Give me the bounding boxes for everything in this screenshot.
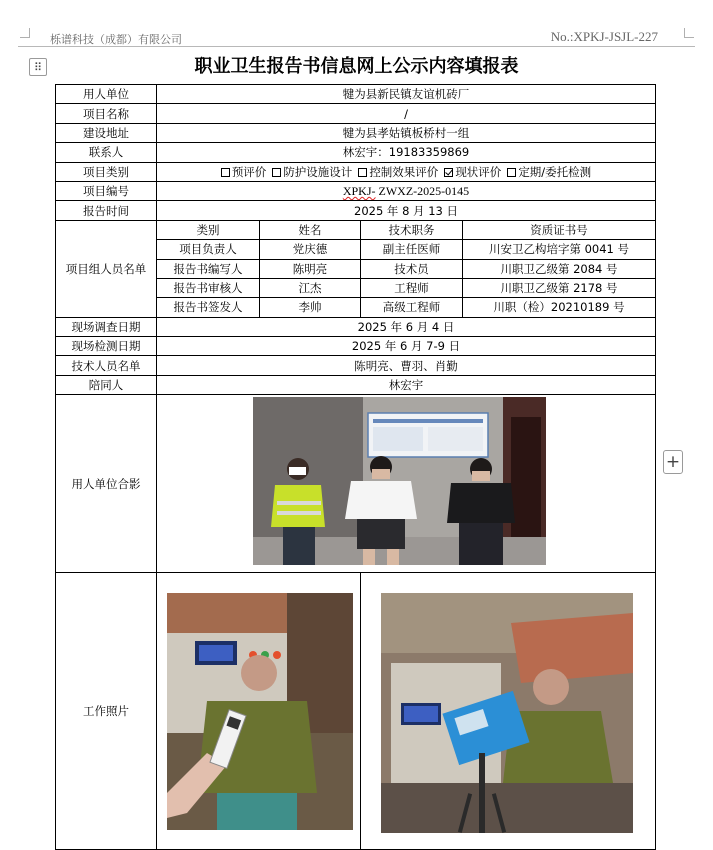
work-photo-1[interactable] bbox=[167, 593, 353, 830]
header-doc-number: No.:XPKJ-JSJL-227 bbox=[550, 29, 658, 44]
project-no-prefix: XPKJ- bbox=[342, 184, 376, 199]
team-name[interactable]: 党庆德 bbox=[260, 240, 361, 259]
header-rule bbox=[18, 46, 695, 47]
team-cert[interactable]: 川职卫乙级第 2178 号 bbox=[463, 278, 656, 297]
label-report-time: 报告时间 bbox=[56, 201, 157, 220]
team-role[interactable]: 报告书编写人 bbox=[157, 259, 260, 278]
label-group-photo: 用人单位合影 bbox=[56, 395, 157, 573]
team-header-category: 类别 bbox=[157, 220, 260, 239]
value-companion[interactable]: 林宏宇 bbox=[157, 375, 656, 394]
team-header-title: 技术职务 bbox=[361, 220, 463, 239]
label-technicians: 技术人员名单 bbox=[56, 356, 157, 375]
team-title[interactable]: 高级工程师 bbox=[361, 298, 463, 317]
value-technicians[interactable]: 陈明亮、曹羽、肖勤 bbox=[157, 356, 656, 375]
form-title: 职业卫生报告书信息网上公示内容填报表 bbox=[194, 56, 519, 77]
team-header-cert: 资质证书号 bbox=[463, 220, 656, 239]
row-category bbox=[56, 162, 656, 181]
row-address bbox=[56, 123, 656, 142]
row-contact bbox=[56, 143, 656, 162]
option-status-evaluation[interactable]: 现状评价 bbox=[444, 165, 501, 179]
label-team: 项目组人员名单 bbox=[56, 220, 157, 317]
value-test-date[interactable]: 2025 年 6 月 7-9 日 bbox=[157, 337, 656, 356]
label-address: 建设地址 bbox=[56, 123, 157, 142]
option-periodic-testing[interactable]: 定期/委托检测 bbox=[507, 165, 591, 179]
team-cert[interactable]: 川职（检）20210189 号 bbox=[463, 298, 656, 317]
group-photo-image bbox=[253, 397, 546, 565]
checkbox-periodic-testing[interactable] bbox=[507, 168, 516, 177]
option-control-effect[interactable]: 控制效果评价 bbox=[358, 165, 438, 179]
label-category: 项目类别 bbox=[56, 162, 157, 181]
team-cert[interactable]: 川安卫乙构培字第 0041 号 bbox=[463, 240, 656, 259]
value-employer[interactable]: 犍为县新民镇友谊机砖厂 bbox=[157, 85, 656, 104]
label-contact: 联系人 bbox=[56, 143, 157, 162]
team-title[interactable]: 副主任医师 bbox=[361, 240, 463, 259]
value-contact[interactable]: 林宏宇：19183359869 bbox=[157, 143, 656, 162]
label-work-photo: 工作照片 bbox=[56, 573, 157, 850]
corner-mark-top-right bbox=[684, 28, 694, 38]
value-project-name[interactable]: / bbox=[157, 104, 656, 123]
row-team-header bbox=[56, 220, 656, 239]
team-title[interactable]: 技术员 bbox=[361, 259, 463, 278]
work-photo-2[interactable] bbox=[381, 593, 633, 833]
value-report-time[interactable]: 2025 年 8 月 13 日 bbox=[157, 201, 656, 220]
work-photo-2-image bbox=[381, 593, 633, 833]
team-header-name: 姓名 bbox=[260, 220, 361, 239]
value-survey-date[interactable]: 2025 年 6 月 4 日 bbox=[157, 317, 656, 336]
team-name[interactable]: 陈明亮 bbox=[260, 259, 361, 278]
checkbox-pre-evaluation[interactable] bbox=[221, 168, 230, 177]
row-project-name bbox=[56, 104, 656, 123]
work-photo-1-image bbox=[167, 593, 353, 830]
team-title[interactable]: 工程师 bbox=[361, 278, 463, 297]
value-project-no[interactable] bbox=[157, 181, 656, 200]
row-technicians bbox=[56, 356, 656, 375]
team-role[interactable]: 报告书审核人 bbox=[157, 278, 260, 297]
add-row-plus-icon[interactable]: + bbox=[663, 450, 683, 474]
corner-mark-top-left bbox=[20, 28, 30, 38]
label-project-name: 项目名称 bbox=[56, 104, 157, 123]
group-photo[interactable] bbox=[253, 397, 546, 565]
row-survey-date bbox=[56, 317, 656, 336]
category-options bbox=[157, 162, 656, 181]
row-report-time bbox=[56, 201, 656, 220]
label-employer: 用人单位 bbox=[56, 85, 157, 104]
table-move-handle-icon[interactable]: ⠿ bbox=[29, 58, 47, 76]
option-protection-design[interactable]: 防护设施设计 bbox=[272, 165, 352, 179]
checkbox-protection-design[interactable] bbox=[272, 168, 281, 177]
label-survey-date: 现场调查日期 bbox=[56, 317, 157, 336]
team-role[interactable]: 报告书签发人 bbox=[157, 298, 260, 317]
option-pre-evaluation[interactable]: 预评价 bbox=[221, 165, 267, 179]
label-test-date: 现场检测日期 bbox=[56, 337, 157, 356]
row-employer bbox=[56, 85, 656, 104]
row-companion bbox=[56, 375, 656, 394]
row-project-no bbox=[56, 181, 656, 200]
team-role[interactable]: 项目负责人 bbox=[157, 240, 260, 259]
team-name[interactable]: 江杰 bbox=[260, 278, 361, 297]
project-no-rest: ZWXZ-2025-0145 bbox=[375, 184, 470, 199]
label-project-no: 项目编号 bbox=[56, 181, 157, 200]
label-companion: 陪同人 bbox=[56, 375, 157, 394]
value-address[interactable]: 犍为县孝姑镇板桥村一组 bbox=[157, 123, 656, 142]
checkbox-status-evaluation-checked[interactable] bbox=[444, 168, 453, 177]
header-company: 栎谱科技（成都）有限公司 bbox=[50, 33, 182, 46]
row-test-date bbox=[56, 337, 656, 356]
team-name[interactable]: 李帅 bbox=[260, 298, 361, 317]
checkbox-control-effect[interactable] bbox=[358, 168, 367, 177]
team-cert[interactable]: 川职卫乙级第 2084 号 bbox=[463, 259, 656, 278]
